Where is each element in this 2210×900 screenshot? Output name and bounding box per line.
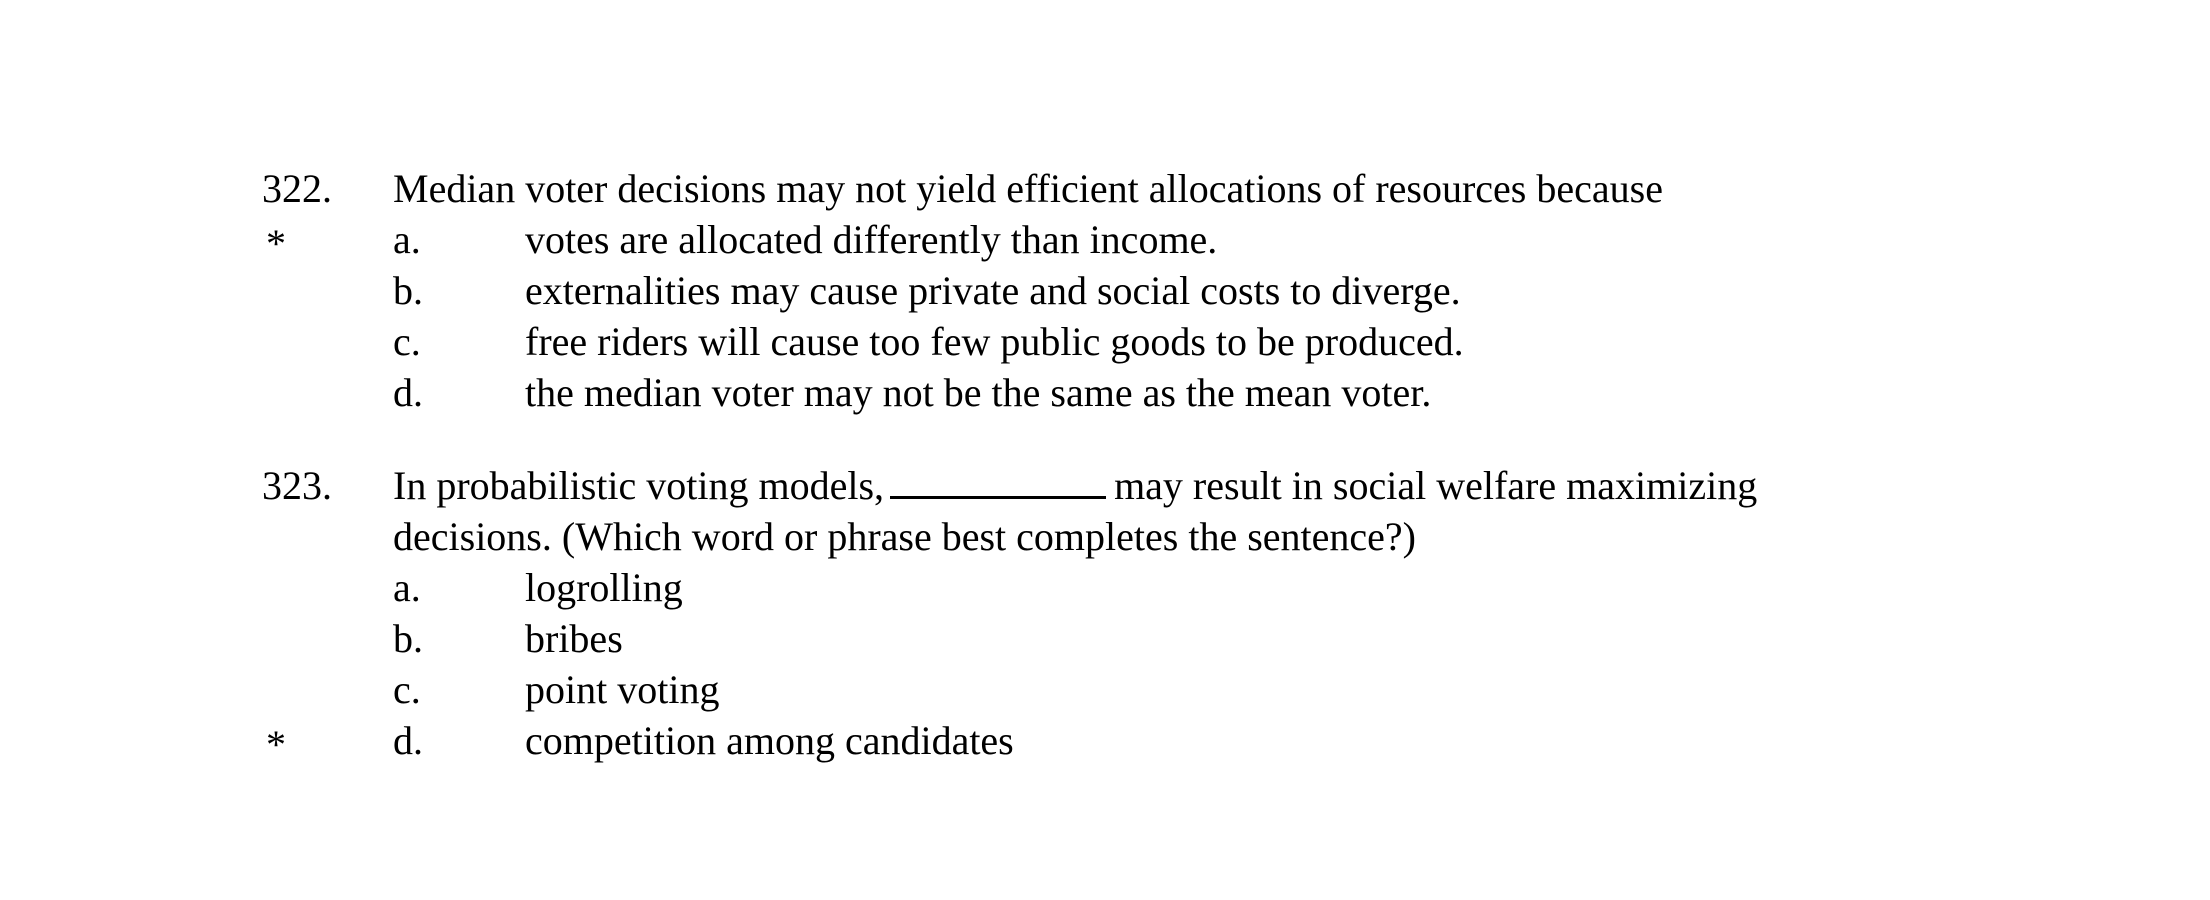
option-letter: a. bbox=[393, 217, 421, 262]
option-letter: c. bbox=[393, 667, 421, 712]
question-stem-line bbox=[262, 460, 2062, 511]
answer-option bbox=[262, 214, 2062, 265]
option-letter: b. bbox=[393, 268, 423, 313]
stem-before-blank: In probabilistic voting models, bbox=[393, 463, 885, 508]
stem-after-blank: may result in social welfare maximizing bbox=[1114, 463, 1758, 508]
question-stem-line bbox=[262, 511, 2062, 562]
answer-option bbox=[262, 316, 2062, 367]
option-text: point voting bbox=[525, 667, 720, 712]
correct-answer-marker: * bbox=[266, 221, 286, 266]
option-letter: d. bbox=[393, 718, 423, 763]
question-322 bbox=[262, 163, 2062, 418]
option-text: free riders will cause too few public goods to be produced. bbox=[525, 319, 1464, 364]
answer-option bbox=[262, 367, 2062, 418]
question-number: 323. bbox=[262, 463, 332, 508]
option-letter: a. bbox=[393, 565, 421, 610]
option-letter: b. bbox=[393, 616, 423, 661]
question-stem-line bbox=[262, 163, 2062, 214]
option-text: logrolling bbox=[525, 565, 683, 610]
question-stem bbox=[393, 460, 1757, 511]
answer-option bbox=[262, 715, 2062, 766]
answer-option bbox=[262, 664, 2062, 715]
option-text: the median voter may not be the same as the mean voter. bbox=[525, 370, 1432, 415]
option-text: competition among candidates bbox=[525, 718, 1014, 763]
question-number: 322. bbox=[262, 166, 332, 211]
option-text: bribes bbox=[525, 616, 623, 661]
question-stem-continuation: decisions. (Which word or phrase best completes the sentence?) bbox=[393, 514, 1416, 559]
question-323 bbox=[262, 460, 2062, 766]
answer-option bbox=[262, 562, 2062, 613]
option-text: externalities may cause private and social costs to diverge. bbox=[525, 268, 1461, 313]
question-stem: Median voter decisions may not yield efficient allocations of resources because bbox=[393, 166, 1663, 211]
correct-answer-marker: * bbox=[266, 722, 286, 767]
answer-option bbox=[262, 265, 2062, 316]
answer-option bbox=[262, 613, 2062, 664]
option-text: votes are allocated differently than income. bbox=[525, 217, 1218, 262]
fill-in-blank bbox=[890, 466, 1106, 499]
option-letter: d. bbox=[393, 370, 423, 415]
option-letter: c. bbox=[393, 319, 421, 364]
